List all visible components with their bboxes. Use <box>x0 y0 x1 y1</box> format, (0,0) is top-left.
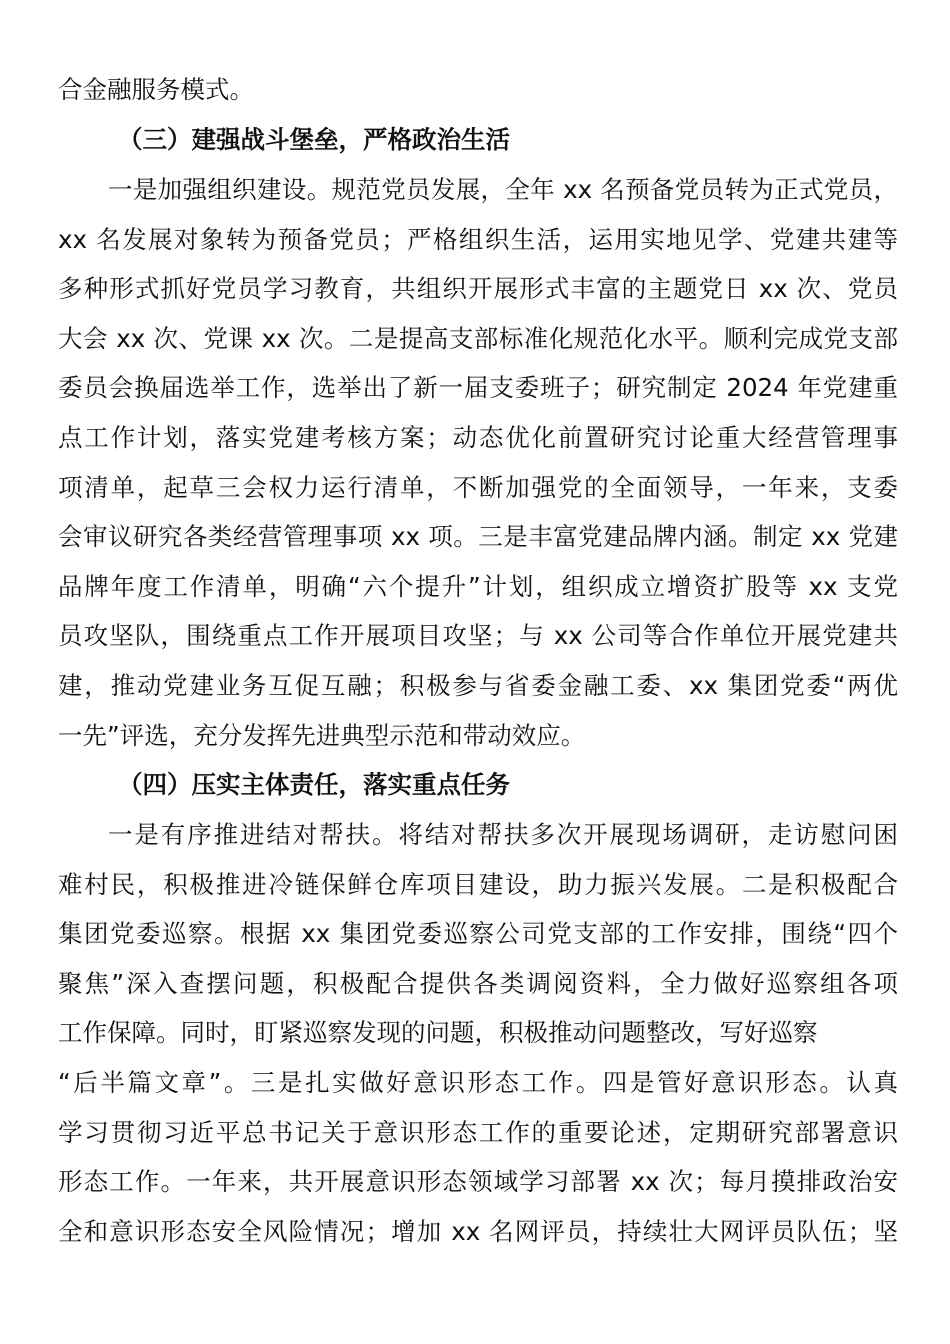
paragraph-line: 难村民，积极推进冷链保鲜仓库项目建设，助力振兴发展。二是积极配合 <box>58 870 898 899</box>
paragraph-line: 大会 xx 次、党课 xx 次。二是提高支部标准化规范化水平。顺利完成党支部 <box>58 324 898 353</box>
paragraph-line: 聚焦”深入查摆问题，积极配合提供各类调阅资料，全力做好巡察组各项 <box>58 969 898 998</box>
paragraph-line: “后半篇文章”。三是扎实做好意识形态工作。四是管好意识形态。认真 <box>58 1068 898 1097</box>
paragraph-line: 多种形式抓好党员学习教育，共组织开展形式丰富的主题党日 xx 次、党员 <box>58 274 898 303</box>
paragraph-line: 委员会换届选举工作，选举出了新一届支委班子；研究制定 2024 年党建重 <box>58 373 898 402</box>
paragraph-line: 建，推动党建业务互促互融；积极参与省委金融工委、xx 集团党委“两优 <box>58 671 898 700</box>
paragraph-line: xx 名发展对象转为预备党员；严格组织生活，运用实地见学、党建共建等 <box>58 225 898 254</box>
paragraph-line: 品牌年度工作清单，明确“六个提升”计划，组织成立增资扩股等 xx 支党 <box>58 572 898 601</box>
paragraph-line: 合金融服务模式。 <box>58 75 254 104</box>
paragraph-line: 项清单，起草三会权力运行清单，不断加强党的全面领导，一年来，支委 <box>58 473 898 502</box>
paragraph-line: 员攻坚队，围绕重点工作开展项目攻坚；与 xx 公司等合作单位开展党建共 <box>58 621 898 650</box>
paragraph-line: 点工作计划，落实党建考核方案；动态优化前置研究讨论重大经营管理事 <box>58 423 898 452</box>
paragraph-line: 形态工作。一年来，共开展意识形态领域学习部署 xx 次；每月摸排政治安 <box>58 1167 898 1196</box>
section-heading-3: （三）建强战斗堡垒，严格政治生活 <box>118 125 510 154</box>
paragraph-line: 学习贯彻习近平总书记关于意识形态工作的重要论述，定期研究部署意识 <box>58 1118 898 1147</box>
paragraph-line: 一是加强组织建设。规范党员发展，全年 xx 名预备党员转为正式党员， <box>108 175 898 204</box>
paragraph-line: 全和意识形态安全风险情况；增加 xx 名网评员，持续壮大网评员队伍；坚 <box>58 1217 898 1246</box>
section-heading-4: （四）压实主体责任，落实重点任务 <box>118 770 510 799</box>
paragraph-line: 工作保障。同时，盯紧巡察发现的问题，积极推动问题整改，写好巡察 <box>58 1018 818 1047</box>
paragraph-line: 一是有序推进结对帮扶。将结对帮扶多次开展现场调研，走访慰问困 <box>108 820 898 849</box>
paragraph-line: 会审议研究各类经营管理事项 xx 项。三是丰富党建品牌内涵。制定 xx 党建 <box>58 522 898 551</box>
paragraph-line: 集团党委巡察。根据 xx 集团党委巡察公司党支部的工作安排，围绕“四个 <box>58 919 898 948</box>
paragraph-line: 一先”评选，充分发挥先进典型示范和带动效应。 <box>58 721 586 750</box>
